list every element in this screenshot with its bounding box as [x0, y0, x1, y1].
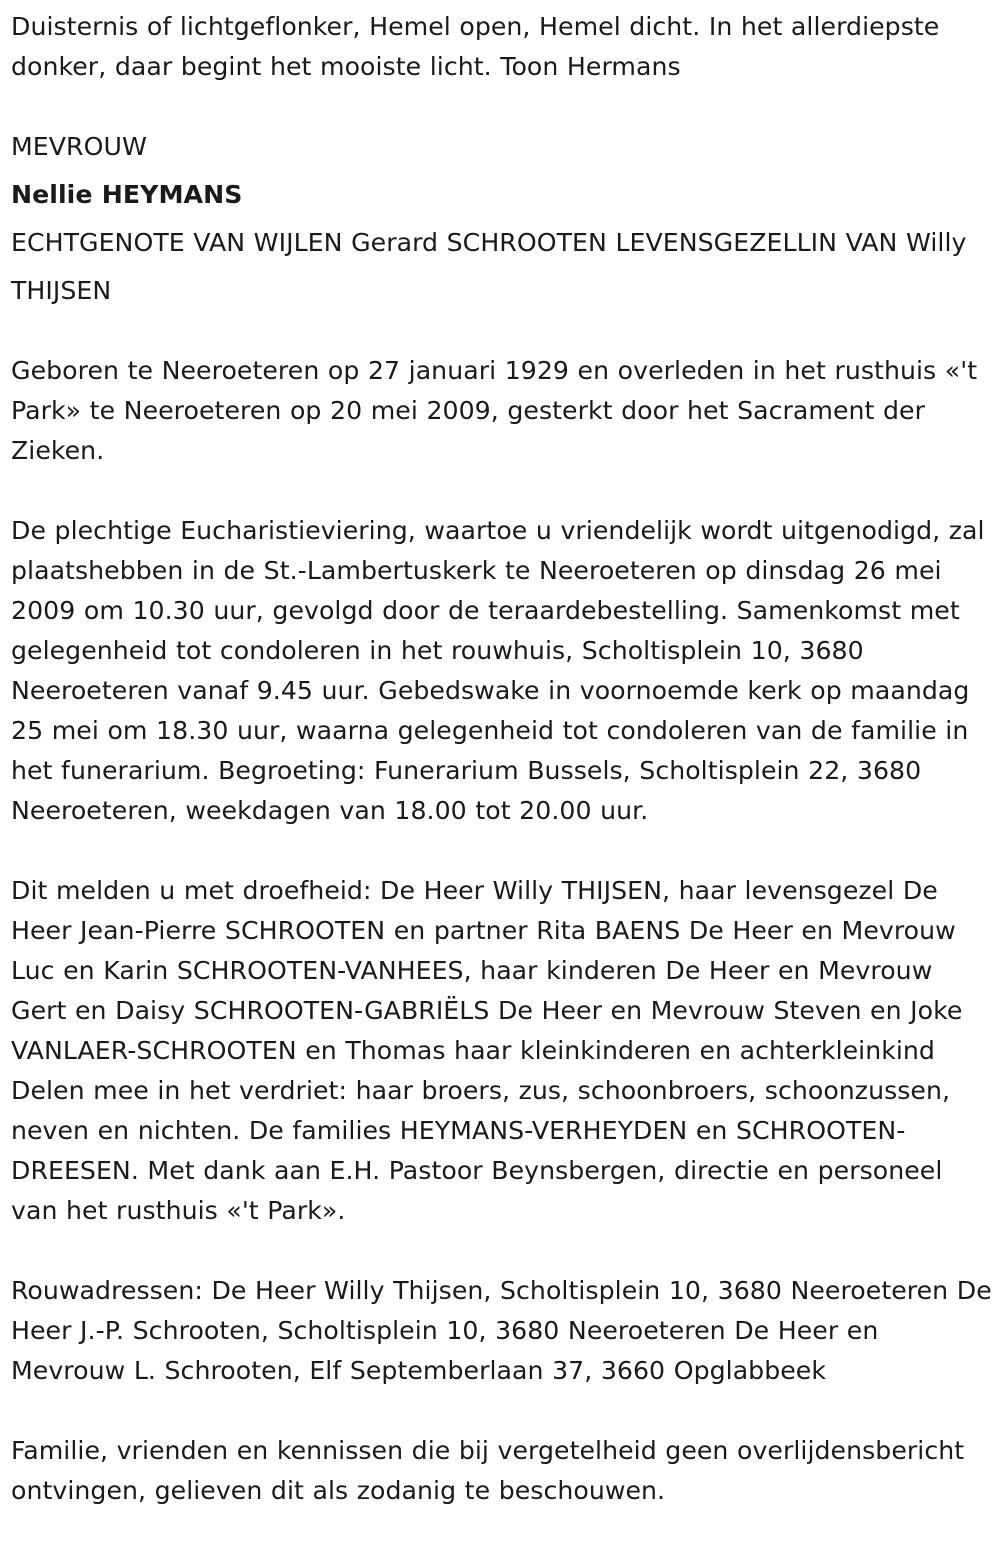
birth-death-paragraph: Geboren te Neeroeteren op 27 januari 1929 en overleden in het rusthuis «'t Park» te Neeroeteren op 20 mei 2009, gesterkt door het Sacrament der Zieken.: [11, 356, 978, 465]
closing-paragraph: Familie, vrienden en kennissen die bij vergetelheid geen overlijdensbericht ontvingen, gelieven dit als zodanig te beschouwen.: [11, 1436, 965, 1505]
deceased-name: Nellie HEYMANS: [11, 180, 243, 209]
addresses-paragraph: Rouwadressen: De Heer Willy Thijsen, Scholtisplein 10, 3680 Neeroeteren De Heer J.-P. Schrooten, Scholtisplein 10, 3680 Neeroeteren De Heer en Mevrouw L. Schrooten, Elf Septemberlaan 37, 3660 Opglabbeek: [11, 1276, 992, 1385]
family-paragraph: Dit melden u met droefheid: De Heer Willy THIJSEN, haar levensgezel De Heer Jean-Pierre SCHROOTEN en partner Rita BAENS De Heer en Mevrouw Luc en Karin SCHROOTEN-VANHEES, haar kinderen De Heer en Mevrouw Gert en Daisy SCHROOTEN-GABRIËLS De Heer en Mevrouw Steven en Joke VANLAER-SCHROOTEN en Thomas haar kleinkinderen en achterkleinkind Delen mee in het verdriet: haar broers, zus, schoonbroers, schoonzussen, neven en nichten. De families HEYMANS-VERHEYDEN en SCHROOTEN-DREESEN. Met dank aan E.H. Pastoor Beynsbergen, directie en personeel van het rusthuis «'t Park».: [11, 876, 963, 1225]
obituary-document: [11, 7, 993, 1511]
relation-line: ECHTGENOTE VAN WIJLEN Gerard SCHROOTEN LEVENSGEZELLIN VAN Willy THIJSEN: [11, 228, 967, 305]
salutation: MEVROUW: [11, 132, 147, 161]
ceremony-paragraph: De plechtige Eucharistieviering, waartoe u vriendelijk wordt uitgenodigd, zal plaatshebben in de St.-Lambertuskerk te Neeroeteren op dinsdag 26 mei 2009 om 10.30 uur, gevolgd door de teraardebestelling. Samenkomst met gelegenheid tot condoleren in het rouwhuis, Scholtisplein 10, 3680 Neeroeteren vanaf 9.45 uur. Gebedswake in voornoemde kerk op maandag 25 mei om 18.30 uur, waarna gelegenheid tot condoleren van de familie in het funerarium. Begroeting: Funerarium Bussels, Scholtisplein 22, 3680 Neeroeteren, weekdagen van 18.00 tot 20.00 uur.: [11, 516, 985, 825]
opening-quote: Duisternis of lichtgeflonker, Hemel open, Hemel dicht. In het allerdiepste donker, daar begint het mooiste licht. Toon Hermans: [11, 12, 940, 81]
